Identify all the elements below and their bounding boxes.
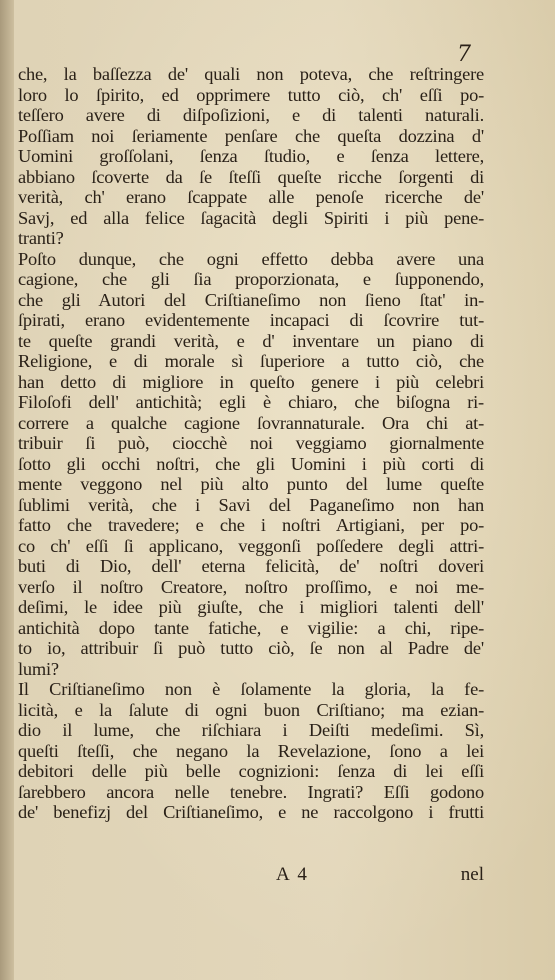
body-text	[18, 64, 484, 823]
text-line: Religione, e di morale sì ſuperiore a tutto ciò, che	[18, 351, 484, 371]
text-line: licità, e la ſalute di ogni buon Criſtiano; ma ezian-	[18, 699, 484, 720]
text-line: co ch' eſſi ſi applicano, veggonſi poſſedere degli attri-	[18, 535, 484, 556]
text-line: teſſero avere di diſpoſizioni, e di talenti naturali.	[18, 105, 484, 125]
text-line: che, la baſſezza de' quali non poteva, che reſtringere	[18, 64, 484, 84]
text-line: Il Criſtianeſimo non è ſolamente la gloria, la fe-	[18, 679, 484, 699]
text-line: buti di Dio, dell' eterna felicità, de' noſtri doveri	[18, 556, 484, 576]
page-gutter	[0, 0, 14, 980]
text-line: cagione, che gli ſia proporzionata, e ſupponendo,	[18, 269, 484, 289]
text-line: to io, attribuir ſi può tutto ciò, ſe non al Padre de'	[18, 638, 484, 658]
text-line: antichità dopo tante fatiche, e vigilie: a chi, ripe-	[18, 617, 484, 638]
text-line: ſublimi verità, che i Savi del Paganeſimo non han	[18, 494, 484, 515]
text-line: Filoſofi dell' antichità; egli è chiaro, che biſogna ri-	[18, 392, 484, 412]
paragraph-end-line: lumi?	[18, 658, 59, 679]
text-line: Poſſiam noi ſeriamente penſare che queſta dozzina d'	[18, 125, 484, 146]
text-line: ſotto gli occhi noſtri, che gli Uomini i più corti di	[18, 453, 484, 474]
signature-mark: A 4	[276, 864, 309, 885]
text-line: han detto di migliore in queſto genere i più celebri	[18, 371, 484, 392]
page-footer	[18, 864, 484, 888]
text-line: loro lo ſpirito, ed opprimere tutto ciò, ch' eſſi po-	[18, 84, 484, 105]
text-line: abbiano ſcoverte da ſe ſteſſi queſte ricche ſorgenti di	[18, 166, 484, 187]
page-number: 7	[457, 42, 471, 67]
text-line: dio il lume, che riſchiara i Deiſti medeſimi. Sì,	[18, 720, 484, 740]
text-line: ſpirati, erano evidentemente incapaci di ſcovrire tut-	[18, 310, 484, 330]
text-line: che gli Autori del Criſtianeſimo non ſieno ſtat' in-	[18, 289, 484, 310]
text-line: debitori delle più belle cognizioni: ſenza di lei eſſi	[18, 761, 484, 781]
text-line: Uomini groſſolani, ſenza ſtudio, e ſenza lettere,	[18, 146, 484, 166]
text-line: correre a qualche cagione ſovrannaturale. Ora chi at-	[18, 412, 484, 433]
text-line: Savj, ed alla felice ſagacità degli Spiriti i più pene-	[18, 207, 484, 228]
text-line: queſti ſteſſi, che negano la Revelazione, ſono a lei	[18, 740, 484, 761]
text-line: de' benefizj del Criſtianeſimo, e ne raccolgono i frutti	[18, 802, 484, 822]
paragraph-end-line: tranti?	[18, 228, 64, 248]
text-line: mente veggono nel più alto punto del lume queſte	[18, 474, 484, 494]
text-line: fatto che travedere; e che i noſtri Artigiani, per po-	[18, 515, 484, 535]
text-line: te queſte grandi verità, e d' inventare un piano di	[18, 330, 484, 351]
text-line: verità, ch' erano ſcappate alle penoſe ricerche de'	[18, 187, 484, 207]
text-line: verſo il noſtro Creatore, noſtro proſſimo, e noi me-	[18, 576, 484, 597]
text-line: Poſto dunque, che ogni effetto debba avere una	[18, 248, 484, 269]
text-line: deſimi, le idee più giuſte, che i migliori talenti dell'	[18, 597, 484, 617]
catchword: nel	[460, 864, 484, 885]
text-line: ſarebbero ancora nelle tenebre. Ingrati? Eſſi godono	[18, 781, 484, 802]
text-line: tribuir ſi può, ciocchè noi veggiamo giornalmente	[18, 433, 484, 453]
